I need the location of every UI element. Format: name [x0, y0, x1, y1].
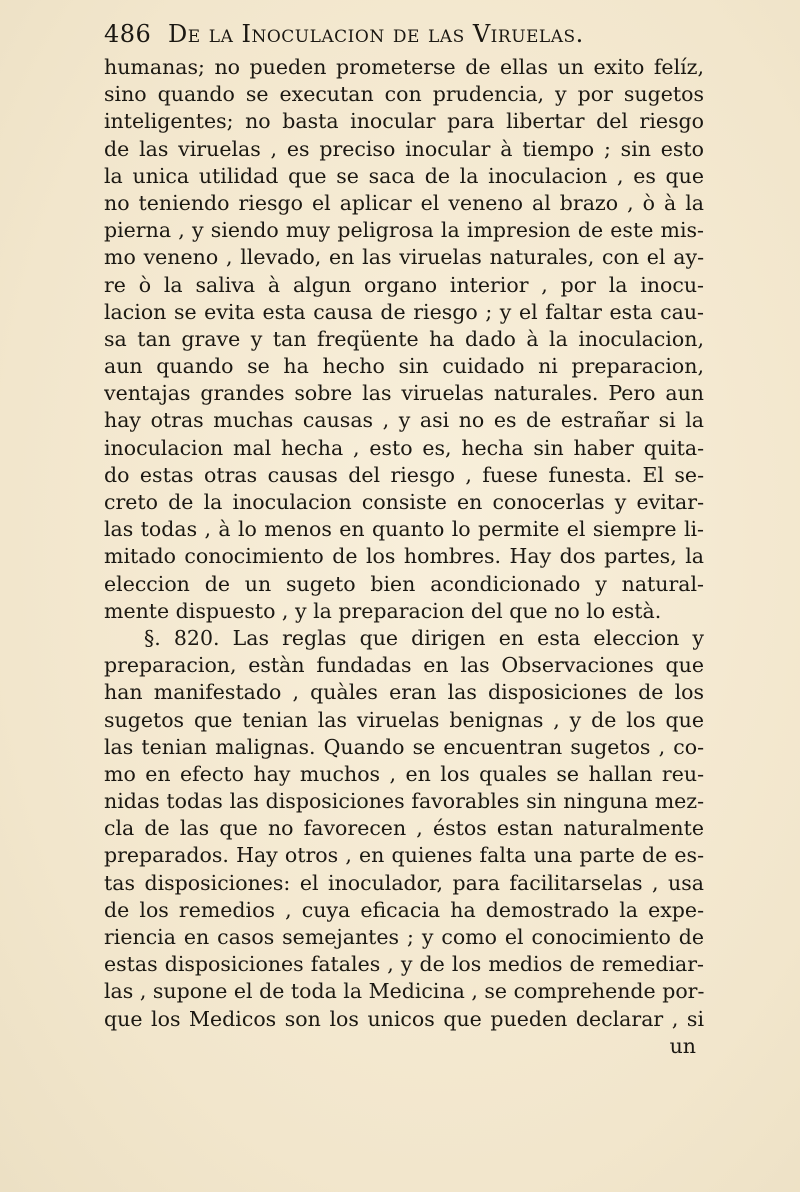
body-text [104, 54, 704, 1033]
text-line: que los Medicos son los unicos que pueden declarar , si [104, 1006, 704, 1031]
text-line: sino quando se executan con prudencia, y por sugetos [104, 82, 704, 107]
text-line: las todas , à lo menos en quanto lo permite el siempre li- [104, 517, 704, 542]
running-title: De la Inoculacion de las Viruelas. [168, 20, 584, 48]
text-line: las , supone el de toda la Medicina , se comprehende por- [104, 979, 704, 1004]
text-line: inoculacion mal hecha , esto es, hecha sin haber quita- [104, 435, 704, 460]
text-line: humanas; no pueden prometerse de ellas un exito felíz, [104, 55, 704, 79]
text-line: estas disposiciones fatales , y de los medios de remediar- [104, 952, 704, 977]
text-line: no teniendo riesgo el aplicar el veneno al brazo , ò à la [104, 190, 704, 215]
text-line: mo veneno , llevado, en las viruelas naturales, con el ay- [104, 245, 704, 270]
text-line: las tenian malignas. Quando se encuentran sugetos , co- [104, 734, 704, 759]
text-line: mente dispuesto , y la preparacion del que no lo està. [104, 598, 662, 623]
text-line: sugetos que tenian las viruelas benignas , y de los que [104, 707, 704, 732]
text-line: nidas todas las disposiciones favorables sin ninguna mez- [104, 789, 704, 814]
text-line: hay otras muchas causas , y asi no es de estrañar si la [104, 408, 704, 433]
text-line: creto de la inoculacion consiste en conocerlas y evitar- [104, 490, 704, 514]
text-line: de los remedios , cuya eficacia ha demostrado la expe- [104, 897, 704, 922]
text-line: re ò la saliva à algun organo interior , por la inocu- [104, 272, 704, 297]
text-line: la unica utilidad que se saca de la inoculacion , es que [104, 163, 704, 188]
text-line: do estas otras causas del riesgo , fuese funesta. El se- [104, 462, 704, 487]
text-line: eleccion de un sugeto bien acondicionado y natural- [104, 571, 704, 596]
text-line: riencia en casos semejantes ; y como el conocimiento de [104, 925, 704, 949]
text-line: cla de las que no favorecen , éstos estan naturalmente [104, 816, 704, 841]
text-line: §. 820. Las reglas que dirigen en esta eleccion y [144, 625, 704, 650]
text-line: preparados. Hay otros , en quienes falta una parte de es- [104, 843, 704, 868]
page-number: 486 [104, 20, 152, 48]
text-line: han manifestado , quàles eran las disposiciones de los [104, 680, 704, 705]
text-line: sa tan grave y tan freqüente ha dado à la inoculacion, [104, 326, 704, 351]
book-page [104, 14, 704, 1060]
text-line: aun quando se ha hecho sin cuidado ni preparacion, [104, 354, 704, 379]
text-line: mitado conocimiento de los hombres. Hay dos partes, la [104, 544, 704, 569]
page-header [104, 14, 704, 54]
text-line: mo en efecto hay muchos , en los quales se hallan reu- [104, 761, 704, 786]
text-line: inteligentes; no basta inocular para libertar del riesgo [104, 109, 704, 134]
text-line: de las viruelas , es preciso inocular à tiempo ; sin esto [104, 136, 704, 161]
text-line: pierna , y siendo muy peligrosa la impresion de este mis- [104, 218, 704, 243]
text-line: lacion se evita esta causa de riesgo ; y el faltar esta cau- [104, 299, 704, 324]
text-line: preparacion, estàn fundadas en las Observaciones que [104, 653, 704, 678]
text-line: tas disposiciones: el inoculador, para facilitarselas , usa [104, 870, 704, 895]
catchword: un [669, 1033, 696, 1058]
text-line: ventajas grandes sobre las viruelas naturales. Pero aun [104, 381, 704, 406]
